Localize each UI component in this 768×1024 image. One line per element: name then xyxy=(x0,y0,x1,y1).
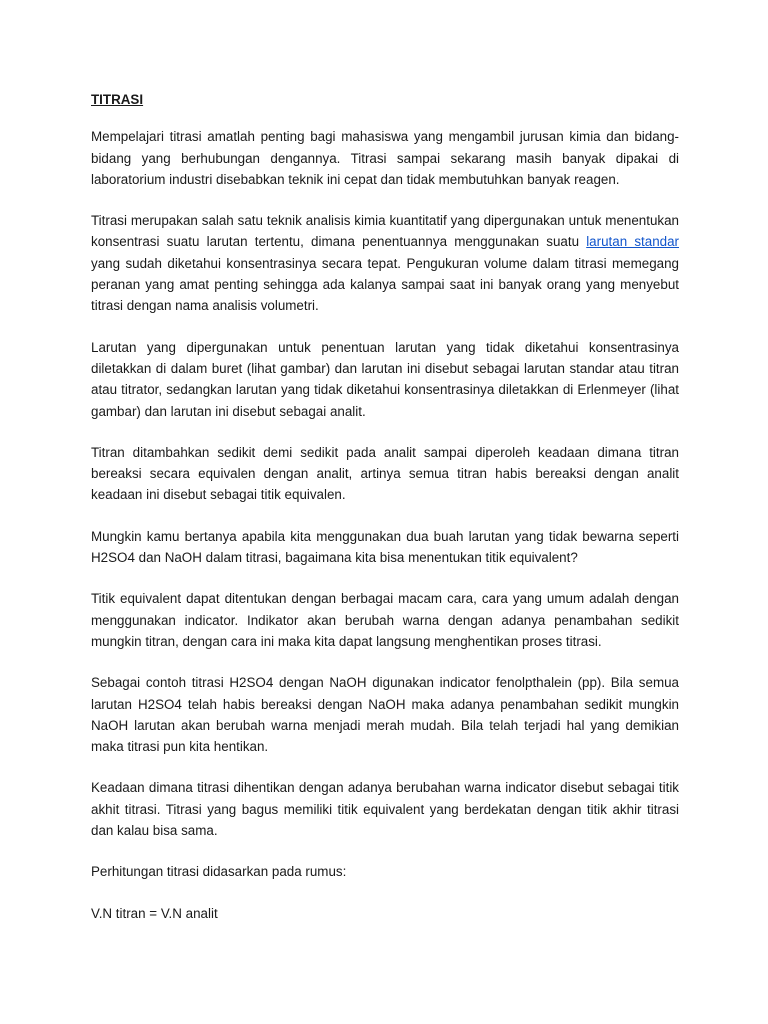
paragraph-question: Mungkin kamu bertanya apabila kita menggunakan dua buah larutan yang tidak bewarna seperti H2SO4 dan NaOH dalam titrasi, bagaimana kita bisa menentukan titik equivalent? xyxy=(91,528,679,566)
larutan-standar-link[interactable]: larutan standar xyxy=(586,234,679,250)
paragraph-equivalence: Titran ditambahkan sedikit demi sedikit pada analit sampai diperoleh keadaan dimana titran bereaksi secara equivalen dengan analit, artinya semua titran habis bereaksi dengan analit keadaan ini disebut sebagai titik equivalen. xyxy=(91,444,679,503)
document-title: TITRASI xyxy=(91,92,144,107)
paragraph-definition-text-start: Titrasi merupakan salah satu teknik analisis kimia kuantitatif yang dipergunakan untuk menentukan konsentrasi suatu larutan tertentu, dimana penentuannya menggunakan suatu xyxy=(91,213,679,250)
paragraph-intro: Mempelajari titrasi amatlah penting bagi mahasiswa yang mengambil jurusan kimia dan bidang-bidang yang berhubungan dengannya. Titrasi sampai sekarang masih banyak dipakai di laboratorium industri disebabkan teknik ini cepat dan tidak membutuhkan banyak reagen. xyxy=(91,129,679,187)
paragraph-end-point: Keadaan dimana titrasi dihentikan dengan adanya berubahan warna indicator disebut sebagai titik akhit titrasi. Titrasi yang bagus memiliki titik equivalent yang berdekatan dengan titik akhir titrasi dan kalau bisa sama. xyxy=(91,780,679,839)
paragraph-example: Sebagai contoh titrasi H2SO4 dengan NaOH digunakan indicator fenolpthalein (pp). Bila semua larutan H2SO4 telah habis bereaksi dengan NaOH maka adanya penambahan sedikit mungkin NaOH larutan akan berubah warna menjadi merah mudah. Bila telah terjadi hal yang demikian maka titrasi pun kita hentikan. xyxy=(91,675,679,755)
paragraph-definition-text-end: yang sudah diketahui konsentrasinya secara tepat. Pengukuran volume dalam titrasi memegang peranan yang amat penting sehingga ada kalanya sampai saat ini banyak orang yang menyebut titrasi dengan nama analisis volumetri. xyxy=(91,255,679,314)
formula-line: V.N titran = V.N analit xyxy=(91,905,218,921)
paragraph-solutions: Larutan yang dipergunakan untuk penentuan larutan yang tidak diketahui konsentrasinya diletakkan di dalam buret (lihat gambar) dan larutan ini disebut sebagai larutan standar atau titran atau titrator, sedangkan larutan yang tidak diketahui konsentrasinya diletakkan di Erlenmeyer (lihat gambar) dan larutan ini disebut sebagai analit. xyxy=(91,339,679,419)
document-page xyxy=(91,89,679,924)
paragraph-definition xyxy=(91,210,679,316)
paragraph-indicator: Titik equivalent dapat ditentukan dengan berbagai macam cara, cara yang umum adalah dengan menggunakan indicator. Indikator akan berubah warna dengan adanya penambahan sedikit mungkin titran, dengan cara ini maka kita dapat langsung menghentikan proses titrasi. xyxy=(91,591,679,649)
paragraph-calculation: Perhitungan titrasi didasarkan pada rumus: xyxy=(91,864,347,880)
